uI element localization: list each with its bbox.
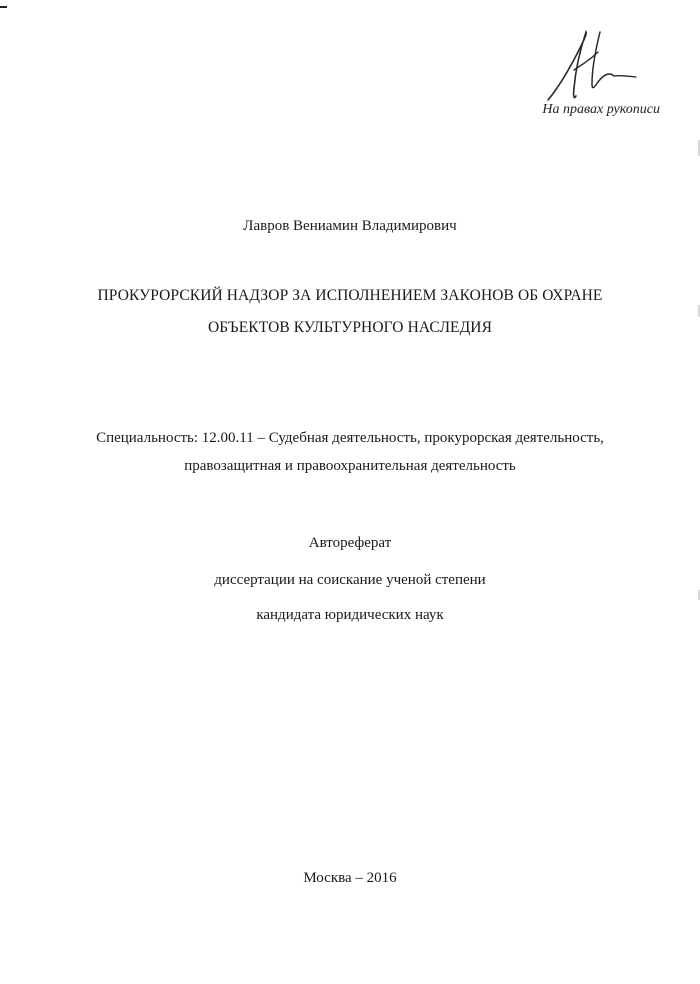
- scan-corner-mark: [0, 6, 7, 8]
- specialty-line: правозащитная и правоохранительная деятельность: [184, 458, 516, 474]
- degree-line: кандидата юридических наук: [256, 607, 444, 623]
- city-year: Москва – 2016: [303, 870, 397, 886]
- manuscript-note: На правах рукописи: [542, 102, 660, 117]
- work-type: Автореферат: [308, 535, 392, 551]
- author-name: Лавров Вениамин Владимирович: [243, 218, 457, 234]
- dissertation-title-line: ПРОКУРОРСКИЙ НАДЗОР ЗА ИСПОЛНЕНИЕМ ЗАКОНОВ ОБ ОХРАНЕ: [97, 287, 603, 304]
- degree-line: диссертации на соискание ученой степени: [214, 572, 486, 588]
- specialty-line: Специальность: 12.00.11 – Судебная деятельность, прокурорская деятельность,: [96, 430, 604, 446]
- handwritten-signature-icon: [540, 26, 640, 108]
- dissertation-title-line: ОБЪЕКТОВ КУЛЬТУРНОГО НАСЛЕДИЯ: [207, 319, 493, 336]
